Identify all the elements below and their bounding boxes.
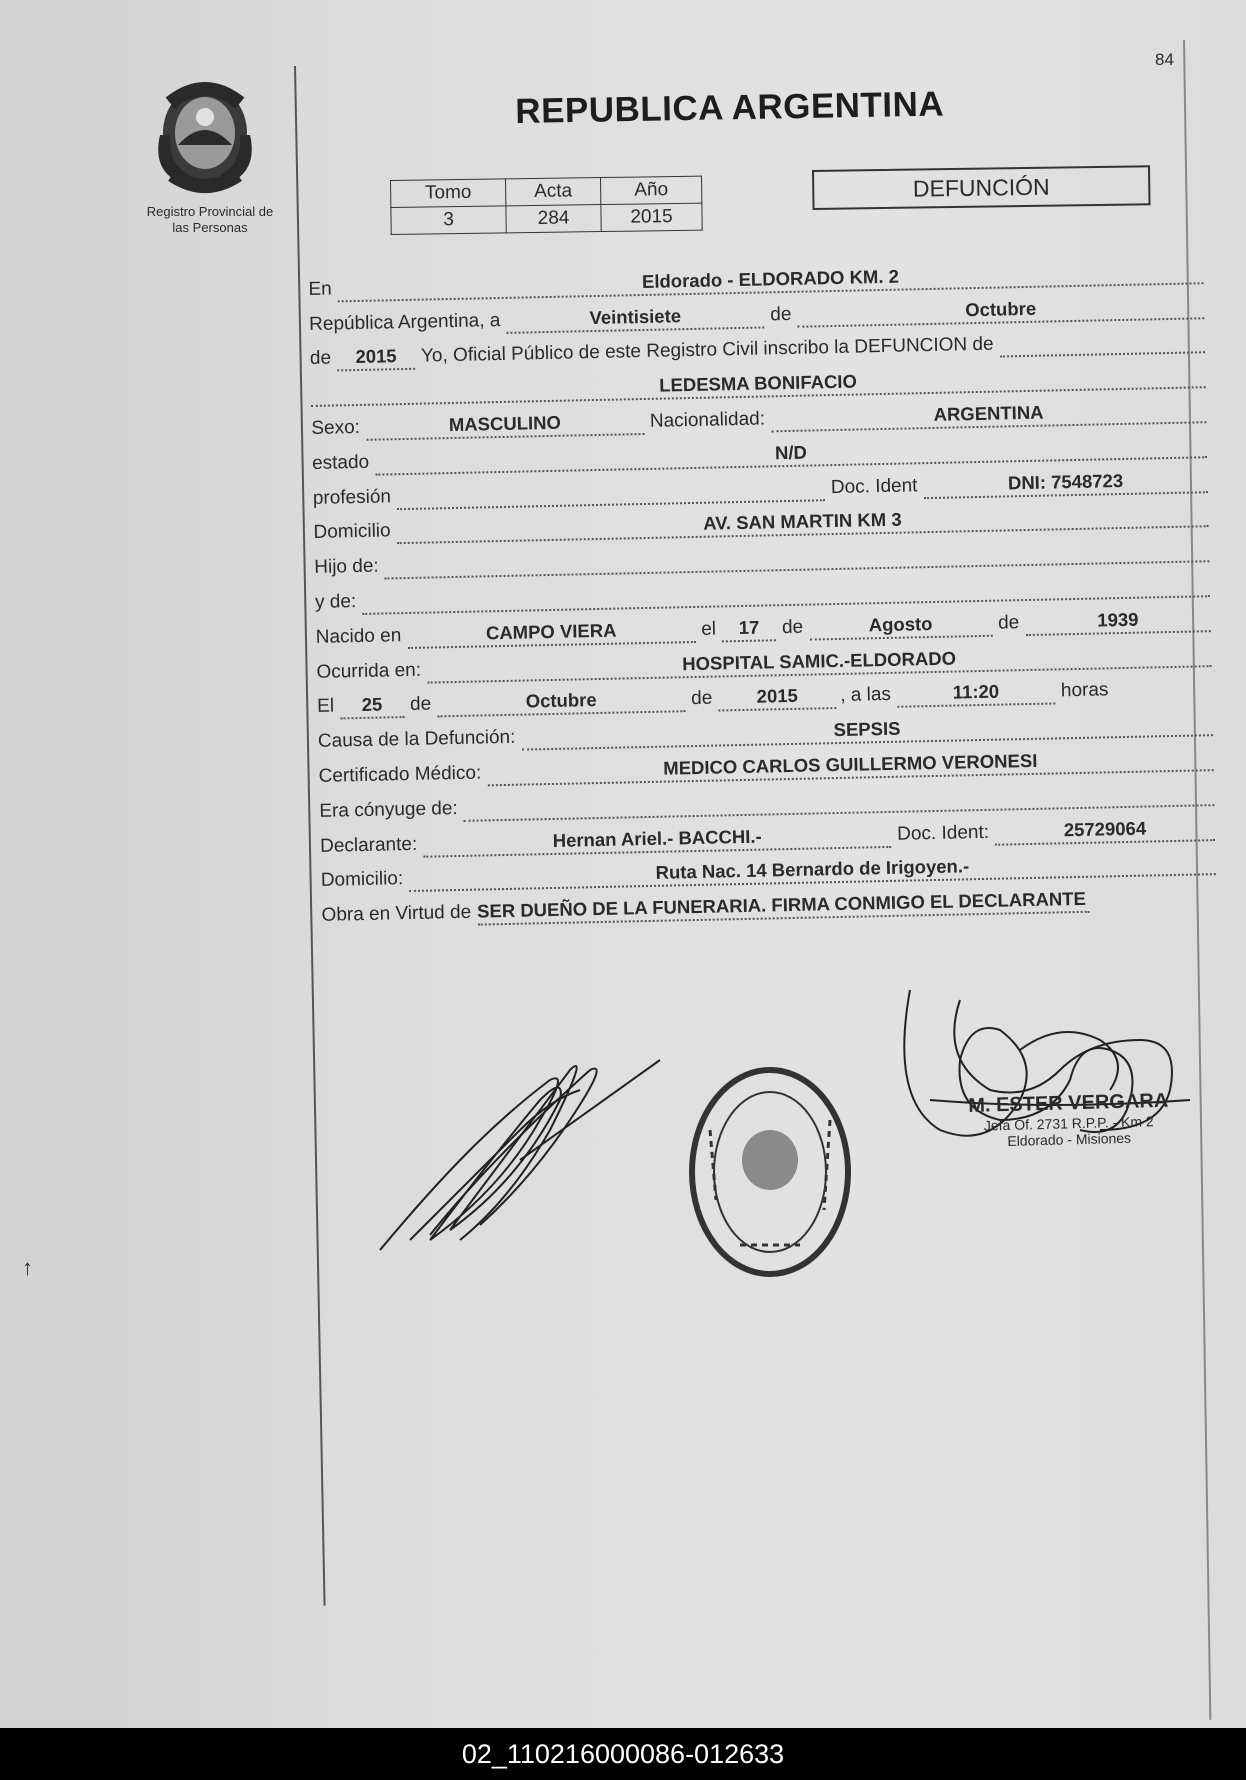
domicilio-label: Domicilio [313,520,391,544]
act-type-box: DEFUNCIÓN [812,165,1151,210]
register-value-row [391,203,702,234]
declarante-label: Declarante: [319,833,418,857]
conyuge-label: Era cónyuge de: [319,797,458,822]
province-seal-logo [150,75,260,195]
causa-field: SEPSIS [521,711,1213,750]
official-location: Eldorado - Misiones [1007,1129,1132,1149]
declarant-signature [370,1040,670,1260]
oficial-trailing-field [999,331,1205,358]
de-label: de [770,303,792,325]
nacimiento-anio-field: 1939 [1025,607,1211,636]
nacionalidad-label: Nacionalidad: [649,408,766,432]
official-stamp [968,1090,1169,1150]
de-label: de [309,347,332,370]
registry-caption [130,204,290,236]
nombre-field: LEDESMA BONIFACIO [310,363,1205,407]
y-de-label: y de: [314,591,357,613]
nacimiento-mes-field: Agosto [809,612,992,641]
scan-id-footer: 02_110216000086-012633 [0,1728,1246,1780]
ocurrida-field: HOSPITAL SAMIC.-ELDORADO [427,642,1212,683]
official-position: Jefa Of. 2731 R.P.P. - Km 2 [983,1113,1154,1134]
anio-header: Año [600,176,701,204]
el-label: el [700,618,717,640]
declarante-domicilio-label: Domicilio: [320,868,404,892]
nacido-label: Nacido en [315,624,402,648]
horas-label: horas [1060,679,1109,702]
profesion-label: profesión [312,485,392,509]
anio-value: 2015 [601,203,702,231]
en-field: Eldorado - ELDORADO KM. 2 [337,259,1203,302]
de-label: de [690,687,713,710]
declarante-doc-field: 25729064 [995,816,1215,846]
defuncion-mes-field: Octubre [437,688,685,718]
sexo-label: Sexo: [311,416,361,439]
estado-field: N/D [375,433,1207,475]
official-detail [969,1113,1170,1150]
tomo-header: Tomo [391,179,506,208]
el-label: El [316,695,335,718]
nacido-field: CAMPO VIERA [407,618,695,649]
obra-field: SER DUEÑO DE LA FUNERARIA. FIRMA CONMIGO EL DECLARANTE [477,888,1090,926]
nacionalidad-field: ARGENTINA [771,398,1207,432]
acta-value: 284 [506,205,601,233]
death-record-form [308,249,1217,929]
margin-mark: ↑ [22,1255,33,1280]
page-number: 84 [1155,50,1174,69]
nacimiento-dia-field: 17 [722,616,777,642]
defuncion-anio-field: 2015 [718,684,836,711]
defuncion-hora-field: 11:20 [897,680,1055,708]
domicilio-field: AV. SAN MARTIN KM 3 [396,503,1208,545]
registry-caption-line: las Personas [172,220,248,235]
acta-header: Acta [505,178,600,206]
sexo-field: MASCULINO [366,410,644,441]
declarante-domicilio-field: Ruta Nac. 14 Bernardo de Irigoyen.- [409,850,1216,892]
anio-field: 2015 [337,345,416,372]
hijo-label: Hijo de: [314,555,379,579]
document-title: REPUBLICA ARGENTINA [515,84,945,131]
dia-field: Veintisiete [506,303,764,333]
registry-caption-line: Registro Provincial de [146,204,274,219]
causa-label: Causa de la Defunción: [317,726,516,753]
doc-ident-field: DNI: 7548723 [923,468,1208,499]
mes-field: Octubre [797,294,1204,328]
official-seal [680,1060,860,1285]
defuncion-dia-field: 25 [340,693,405,719]
declarante-doc-label: Doc. Ident: [896,821,990,845]
register-header-row [391,176,702,207]
register-table [390,176,703,235]
a-las-label: , a las [840,684,892,707]
certificado-field: MEDICO CARLOS GUILLERMO VERONESI [487,746,1214,786]
oficial-text: Yo, Oficial Público de este Registro Civil inscribo la DEFUNCION de [420,334,994,368]
doc-ident-label: Doc. Ident [830,474,918,498]
de-label: de [997,611,1020,634]
ocurrida-label: Ocurrida en: [316,659,422,683]
tomo-value: 3 [391,206,506,235]
estado-label: estado [311,451,370,474]
en-label: En [308,278,332,300]
de-label: de [409,693,432,716]
declarante-field: Hernan Ariel.- BACCHI.- [423,822,891,857]
official-name: M. ESTER VERGARA [968,1089,1169,1117]
obra-label: Obra en Virtud de [321,901,472,926]
republica-label: República Argentina, a [308,309,501,335]
certificado-label: Certificado Médico: [318,762,482,787]
de-label: de [781,616,804,638]
